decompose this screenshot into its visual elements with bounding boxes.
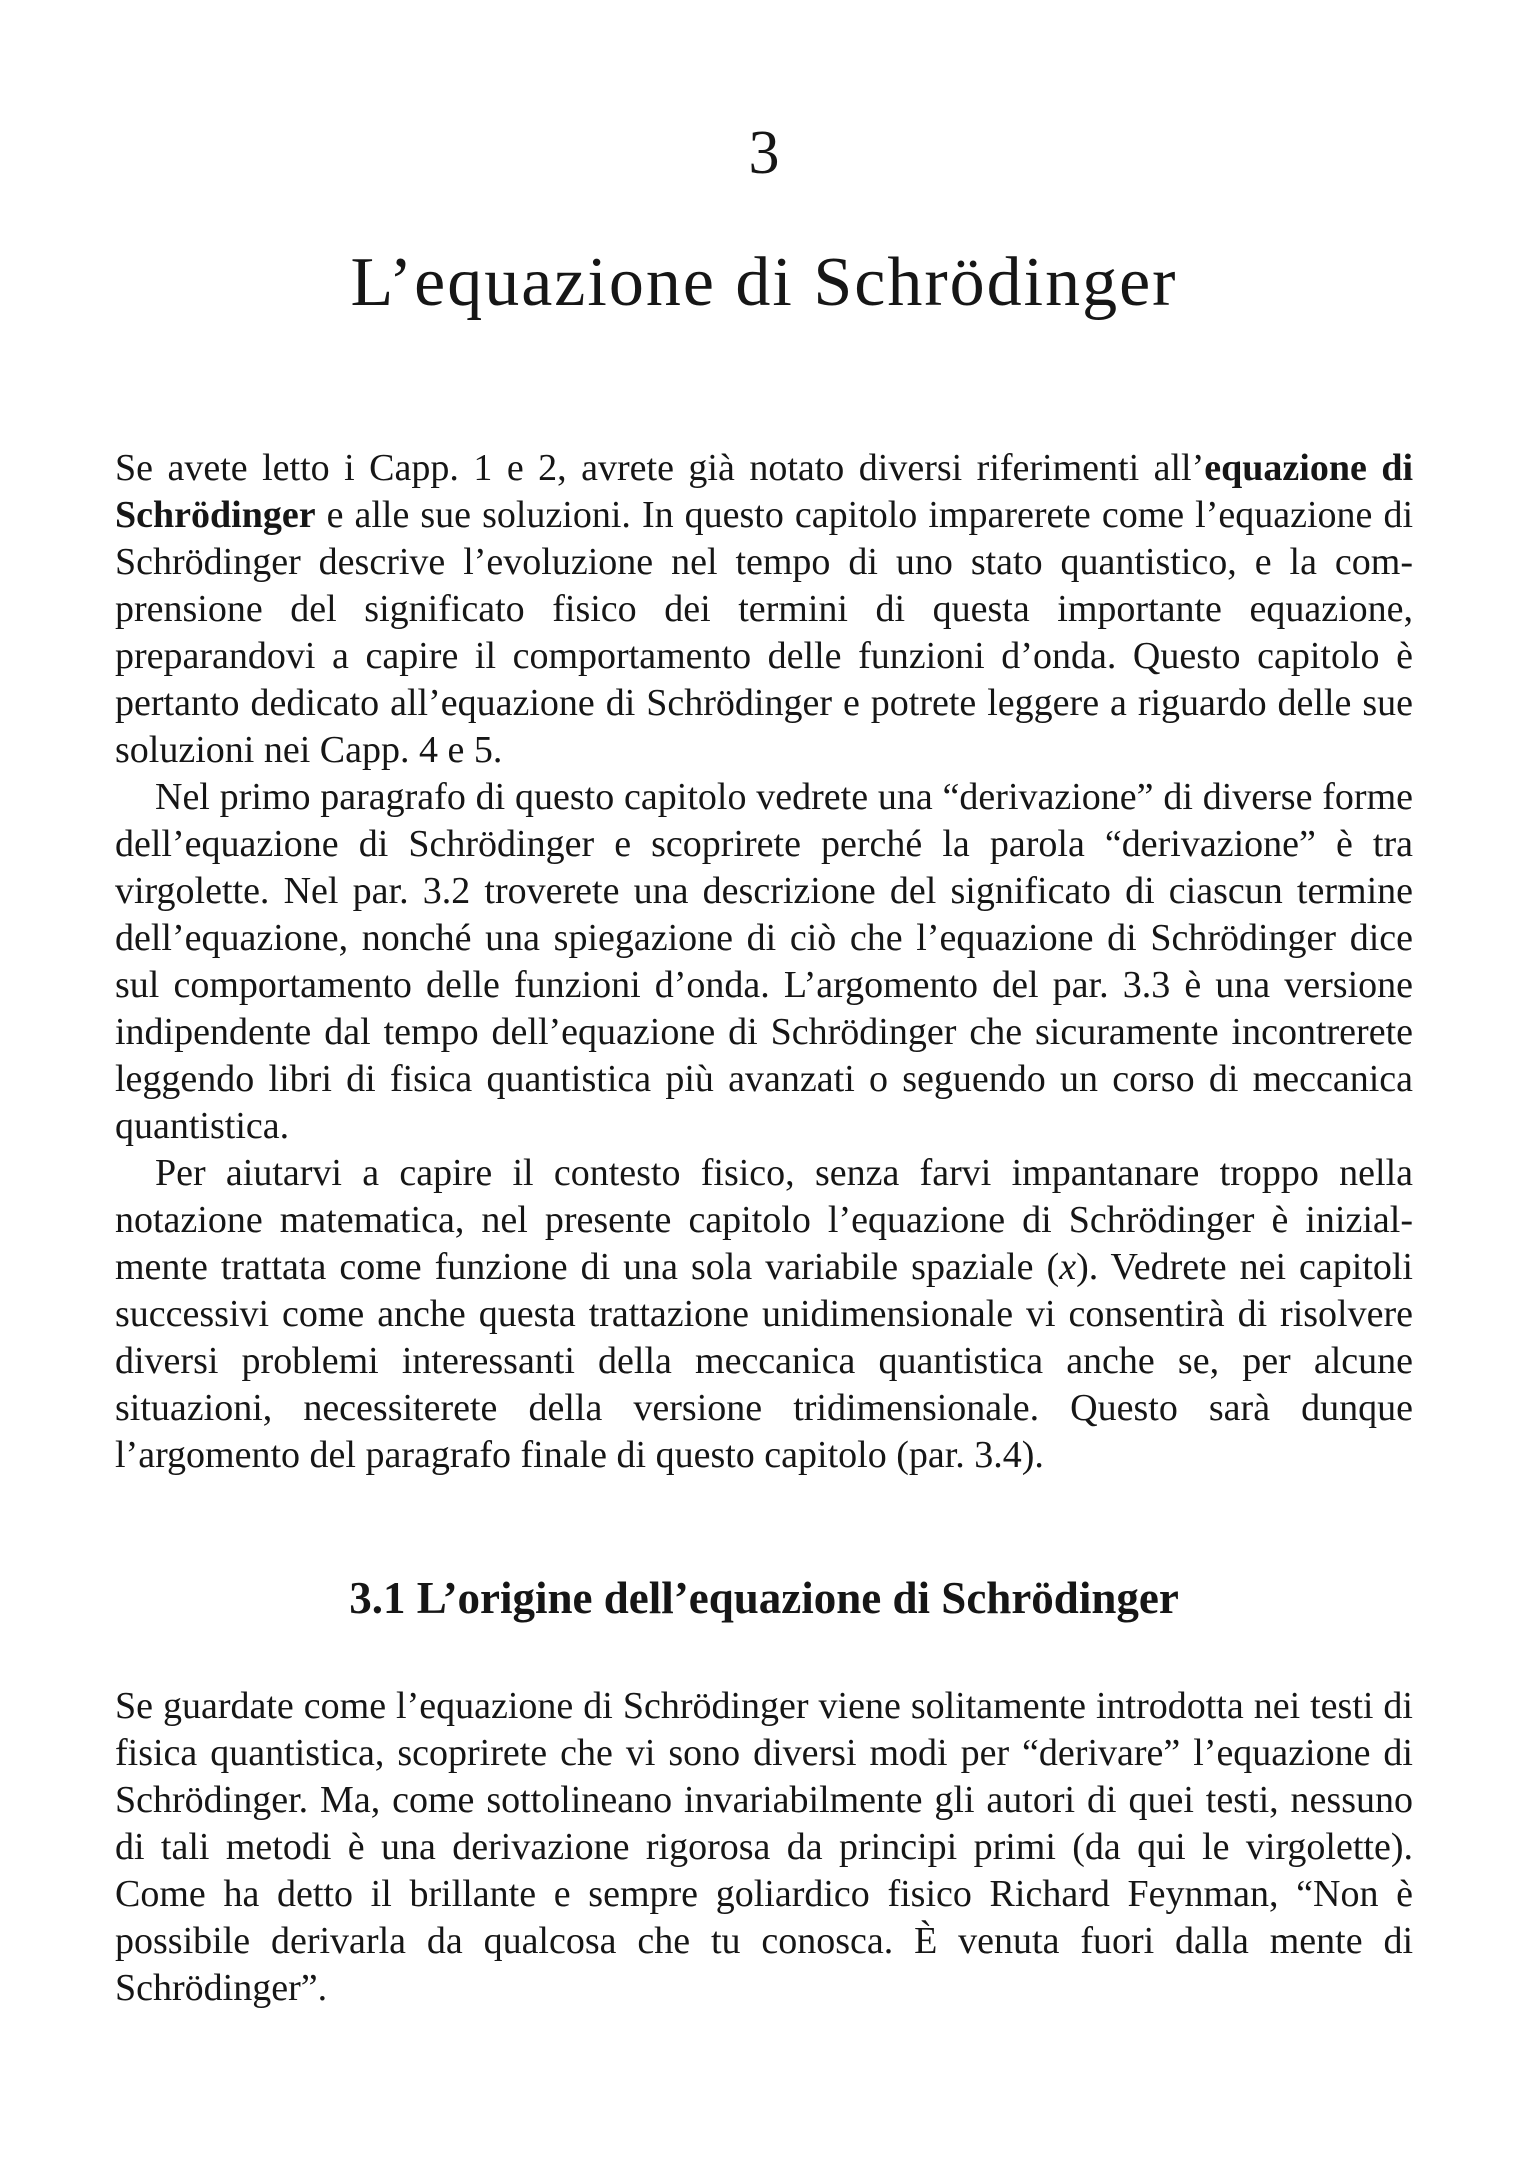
paragraph: Se guardate come l’equazione di Schrödinger viene solitamente introdotta nei testi di fisica quantistica, scoprirete che vi sono diversi modi per “derivare” l’equazione di Schrödinger. Ma, come sottolineano invariabilmente gli autori di quei testi, nessuno di tali metodi è una derivazione rigorosa da principi primi (da qui le virgolette). Come ha detto il brillante e sempre goliardico fisico Richard Feynman, “Non è possibile derivarla da qualcosa che tu conosca. È venuta fuori dalla mente di Schrödinger”. [115, 1685, 1413, 2009]
chapter-intro-text [115, 445, 1413, 1479]
page-content [115, 0, 1413, 2012]
paragraph: Per aiutarvi a capire il contesto fisico, senza farvi impantanare troppo nella notazione matematica, nel presente capitolo l’equazione di Schrödinger è inizialmente trattata come funzione di una sola variabile spaziale (x). Vedrete nei capitoli successivi come anche questa trattazione unidimensionale vi consentirà di risolvere diversi problemi interessanti della meccanica quantistica anche se, per alcune situazioni, necessiterete della versione tridimensionale. Questo sarà dunque l’argomento del paragrafo finale di questo capitolo (par. 3.4). [115, 1152, 1413, 1476]
section-heading: 3.1 L’origine dell’equazione di Schrödinger [349, 1573, 1179, 1623]
section-text [115, 1683, 1413, 2012]
paragraph: Nel primo paragrafo di questo capitolo vedrete una “derivazione” di diverse forme dell’equazione di Schrödinger e scoprirete perché la parola “derivazione” è tra virgolette. Nel par. 3.2 troverete una descrizione del significato di ciascun termine dell’equazione, nonché una spiegazione di ciò che l’equazione di Schrödinger dice sul comportamento delle funzioni d’onda. L’argomento del par. 3.3 è una versione indipendente dal tempo dell’equazione di Schrödinger che sicuramente incontrerete leggendo libri di fisica quantistica più avanzati o seguendo un corso di meccanica quantistica. [115, 776, 1413, 1147]
paragraph: Se avete letto i Capp. 1 e 2, avrete già notato diversi riferimenti all’equazione di Schrödinger e alle sue soluzioni. In questo capitolo imparerete come l’equazione di Schrödinger descrive l’evoluzione nel tempo di uno stato quantistico, e la comprensione del significato fisico dei termini di questa importante equazione, preparandovi a capire il comportamento delle funzioni d’onda. Questo capitolo è pertanto dedicato all’equazione di Schrödinger e potrete leggere a riguardo delle sue soluzioni nei Capp. 4 e 5. [115, 447, 1414, 771]
chapter-number: 3 [748, 119, 780, 187]
chapter-title: L’equazione di Schrödinger [350, 244, 1178, 321]
